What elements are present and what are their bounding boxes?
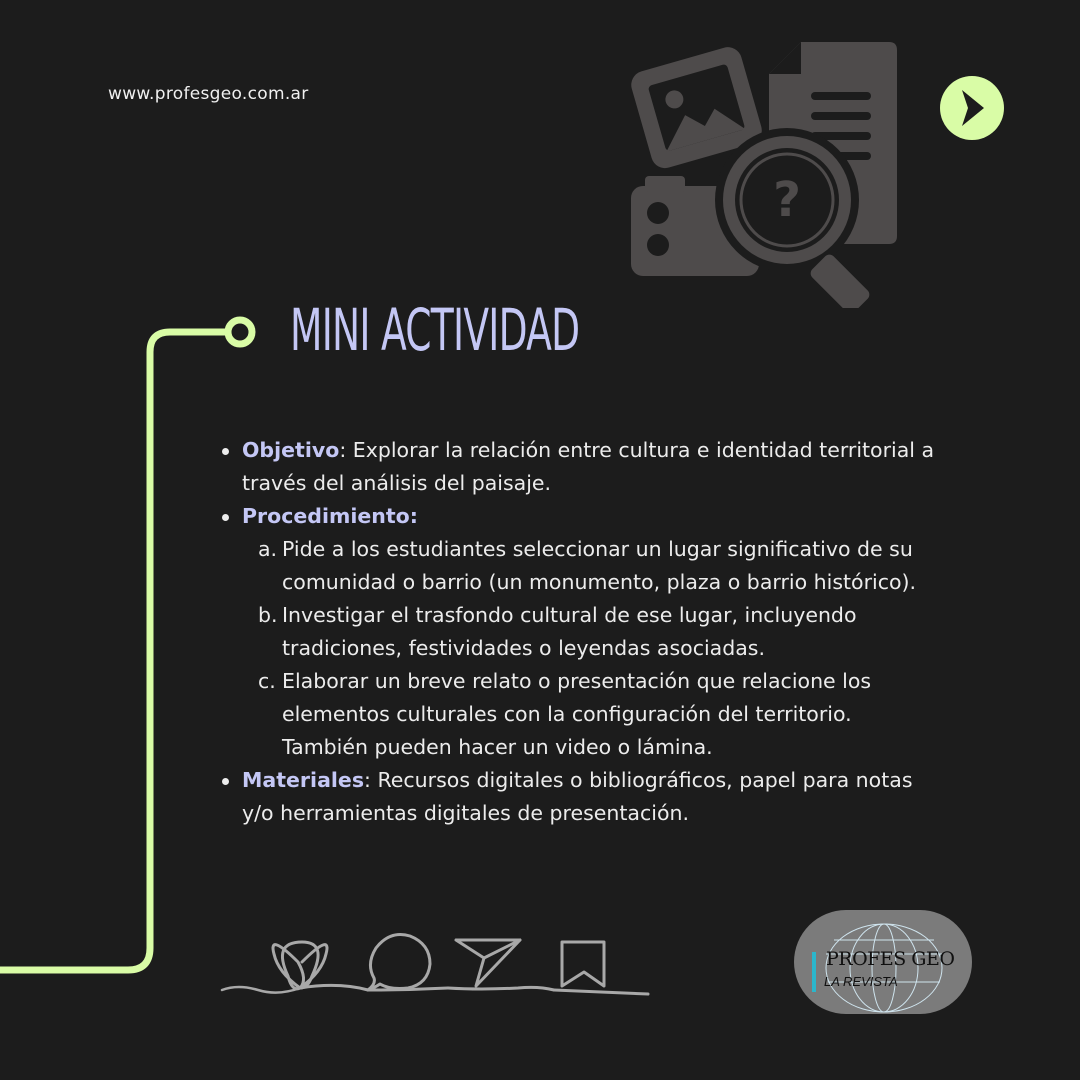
- send-icon[interactable]: [448, 940, 554, 990]
- materiales-label: Materiales: [242, 768, 365, 792]
- step-letter: b.: [258, 603, 278, 627]
- brand-logo: [794, 910, 972, 1014]
- procedimiento-label: Procedimiento:: [242, 504, 418, 528]
- heart-icon[interactable]: [273, 942, 368, 990]
- next-button[interactable]: [940, 76, 1004, 140]
- step-letter: c.: [258, 669, 276, 693]
- step-letter: a.: [258, 537, 278, 561]
- objetivo-label: Objetivo: [242, 438, 340, 462]
- logo-title: PROFES GEO: [826, 948, 955, 970]
- comment-icon[interactable]: [368, 935, 448, 991]
- objetivo-text: : Explorar la relación entre cultura e identidad territorial a través del análisis del paisaje.: [242, 438, 935, 495]
- page-title: MINI ACTIVIDAD: [290, 296, 580, 364]
- list-item-materiales: [220, 764, 940, 830]
- svg-text:?: ?: [773, 172, 801, 228]
- step-text: Pide a los estudiantes seleccionar un lugar significativo de su comunidad o barrio (un monumento, plaza o barrio histórico).: [282, 537, 917, 594]
- social-actions: [218, 928, 658, 1008]
- activity-content: [220, 434, 940, 830]
- step-text: Elaborar un breve relato o presentación que relacione los elementos culturales con la configuración del territorio. También pueden hacer un video o lámina.: [282, 669, 872, 759]
- materiales-text: : Recursos digitales o bibliográficos, papel para notas y/o herramientas digitales de presentación.: [242, 768, 913, 825]
- list-item-procedimiento: [220, 500, 940, 533]
- step-text: Investigar el trasfondo cultural de ese lugar, incluyendo tradiciones, festividades o leyendas asociadas.: [282, 603, 857, 660]
- step-c: [220, 665, 940, 764]
- site-url[interactable]: www.profesgeo.com.ar: [108, 84, 309, 104]
- list-item-objetivo: [220, 434, 940, 500]
- step-a: [220, 533, 940, 599]
- hero-illustration: [625, 36, 905, 308]
- step-b: [220, 599, 940, 665]
- logo-subtitle: LA REVISTA: [824, 974, 898, 989]
- bookmark-icon[interactable]: [554, 942, 648, 994]
